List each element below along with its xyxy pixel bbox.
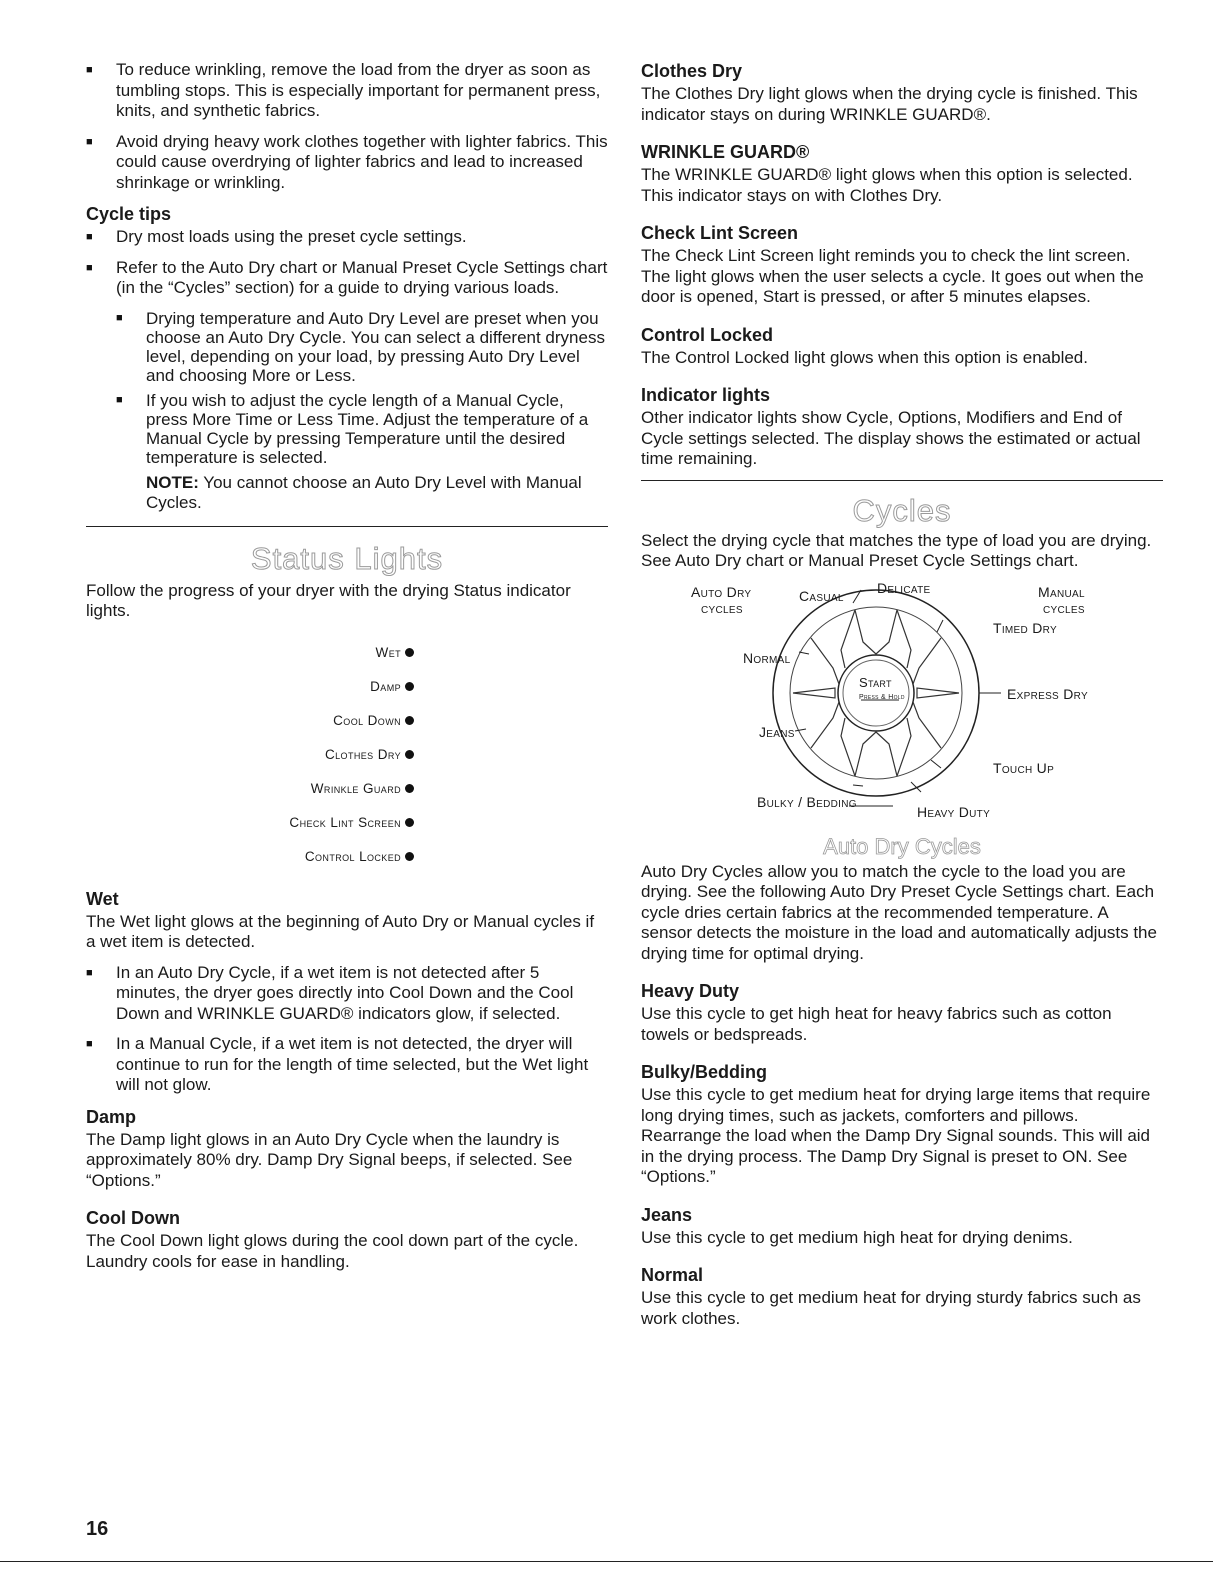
indicator-wet: [86, 636, 414, 670]
heavy-duty-text: Use this cycle to get high heat for heavy fabrics such as cotton towels or bedspreads.: [641, 1004, 1112, 1044]
normal-text: Use this cycle to get medium heat for drying sturdy fabrics such as work clothes.: [641, 1288, 1141, 1328]
cycle-tips-sublist: [116, 309, 608, 467]
indicator-damp: [86, 670, 414, 704]
left-column: [86, 60, 608, 1272]
indicator-label: Check Lint Screen: [289, 815, 401, 830]
right-column: [641, 60, 1163, 1329]
wrinkle-guard-text: The WRINKLE GUARD® light glows when this option is selected. This indicator stays on with Clothes Dry.: [641, 165, 1133, 205]
list-item: ■ In an Auto Dry Cycle, if a wet item is not detected after 5 minutes, the dryer goes directly into Cool Down and the Cool Down and WRINKLE GUARD® indicators glow, if selected.: [86, 963, 608, 1025]
list-item: ■ Dry most loads using the preset cycle settings.: [86, 227, 608, 248]
casual-label: Casual: [799, 587, 844, 604]
indicator-label: Wrinkle Guard: [310, 781, 401, 796]
cycles-sublabel: cycles: [701, 599, 743, 616]
clothes-dry-heading: Clothes Dry: [641, 61, 743, 81]
bulky-bedding-label: Bulky / Bedding: [757, 793, 857, 810]
touch-up-label: Touch Up: [993, 759, 1055, 776]
indicator-dot-icon: [405, 784, 414, 793]
start-button-label: Start: [859, 674, 892, 690]
jeans-label: Jeans: [759, 723, 795, 740]
check-lint-screen-text: The Check Lint Screen light reminds you to check the lint screen. The light glows when the user selects a cycle. It goes out when the door is opened, Start is pressed, or after 5 minutes elapses.: [641, 246, 1144, 306]
indicator-wrinkle-guard: [86, 772, 414, 806]
section-divider: [641, 480, 1163, 481]
wet-heading: Wet: [86, 888, 119, 909]
cycles-heading: Cycles: [852, 492, 952, 528]
delicate-label: Delicate: [877, 579, 931, 596]
status-indicator-panel: [86, 636, 608, 874]
section-divider: [86, 526, 608, 527]
indicator-dot-icon: [405, 648, 414, 657]
indicator-label: Wet: [375, 645, 401, 660]
normal-label: Normal: [743, 649, 791, 666]
cycle-dial-graphic: [641, 580, 1163, 830]
indicator-dot-icon: [405, 852, 414, 861]
indicator-control-locked: [86, 840, 414, 874]
status-lights-intro: Follow the progress of your dryer with the drying Status indicator lights.: [86, 580, 571, 620]
control-locked-text: The Control Locked light glows when this option is enabled.: [641, 347, 1088, 367]
press-hold-label: Press & Hold: [859, 693, 905, 701]
indicator-label: Control Locked: [304, 849, 401, 864]
intro-bullet-list: [86, 60, 608, 193]
note-text: You cannot choose an Auto Dry Level with Manual Cycles.: [146, 472, 582, 512]
wet-bullet-list: [86, 963, 608, 1096]
indicator-dot-icon: [405, 818, 414, 827]
heavy-duty-heading: Heavy Duty: [641, 981, 740, 1001]
jeans-heading: Jeans: [641, 1204, 693, 1225]
auto-dry-cycles-label: [691, 584, 751, 616]
indicator-lights-text: Other indicator lights show Cycle, Options, Modifiers and End of Cycle settings selected. The display shows the estimated or actual time remaining.: [641, 408, 1141, 468]
bulky-bedding-text: Use this cycle to get medium heat for drying large items that require long drying times, such as jackets, comforters and pillows. Rearrange the load when the Damp Dry Signal sounds. This will aid in the drying process. The Damp Dry Signal is preset to ON. See “Options.”: [641, 1085, 1151, 1186]
timed-dry-label: Timed Dry: [993, 619, 1057, 636]
indicator-label: Clothes Dry: [325, 747, 401, 762]
cycles-sublabel: cycles: [1043, 599, 1085, 616]
cool-down-text: The Cool Down light glows during the cool down part of the cycle. Laundry cools for ease in handling.: [86, 1231, 579, 1271]
clothes-dry-text: The Clothes Dry light glows when the drying cycle is finished. This indicator stays on during WRINKLE GUARD®.: [641, 84, 1138, 124]
jeans-text: Use this cycle to get medium high heat for drying denims.: [641, 1227, 1073, 1247]
indicator-label: Cool Down: [333, 713, 401, 728]
heavy-duty-label: Heavy Duty: [917, 803, 991, 820]
list-item: ■ To reduce wrinkling, remove the load from the dryer as soon as tumbling stops. This is especially important for permanent press, knits, and synthetic fabrics.: [86, 60, 608, 122]
cool-down-heading: Cool Down: [86, 1208, 180, 1228]
auto-dry-cycles-heading: Auto Dry Cycles: [823, 833, 981, 859]
indicator-cool-down: [86, 704, 414, 738]
wet-text: The Wet light glows at the beginning of Auto Dry or Manual cycles if a wet item is detected.: [86, 911, 595, 951]
check-lint-screen-heading: Check Lint Screen: [641, 223, 799, 243]
indicator-dot-icon: [405, 682, 414, 691]
manual-cycles-label: [1031, 584, 1085, 616]
note-paragraph: [146, 473, 608, 514]
cycle-tips-heading: Cycle tips: [86, 204, 172, 224]
cycles-intro: Select the drying cycle that matches the type of load you are drying. See Auto Dry chart or Manual Preset Cycle Settings chart.: [641, 530, 1152, 570]
note-label: NOTE:: [146, 472, 199, 492]
status-lights-heading: Status Lights: [250, 540, 444, 576]
control-locked-heading: Control Locked: [641, 324, 774, 345]
list-item: ■ In a Manual Cycle, if a wet item is not detected, the dryer will continue to run for the length of time selected, but the Wet light will not glow.: [86, 1034, 608, 1096]
auto-dry-label: Auto Dry: [691, 583, 752, 600]
cycle-tips-list: [86, 227, 608, 299]
normal-heading: Normal: [641, 1265, 704, 1285]
indicator-check-lint-screen: [86, 806, 414, 840]
bulky-bedding-heading: Bulky/Bedding: [641, 1062, 768, 1082]
cycle-dial-diagram: [641, 580, 1163, 830]
list-item: ■ Drying temperature and Auto Dry Level are preset when you choose an Auto Dry Cycle. You can select a different dryness level, depending on your load, by pressing Auto Dry Level and choosing More or Less.: [116, 309, 608, 385]
express-dry-label: Express Dry: [1007, 685, 1088, 702]
auto-dry-cycles-text: Auto Dry Cycles allow you to match the cycle to the load you are drying. See the following Auto Dry Preset Cycle Settings chart. Each cycle dries certain fabrics at the recommended temperature. A sensor detects the moisture in the load and automatically adjusts the drying time for optimal drying.: [641, 861, 1157, 963]
indicator-lights-heading: Indicator lights: [641, 385, 771, 405]
list-item: ■ Avoid drying heavy work clothes together with lighter fabrics. This could cause overdrying of lighter fabrics and lead to increased shrinkage or wrinkling.: [86, 132, 608, 194]
indicator-clothes-dry: [86, 738, 414, 772]
footer-rule: [0, 1561, 1213, 1562]
list-item: ■ Refer to the Auto Dry chart or Manual Preset Cycle Settings chart (in the “Cycles” section) for a guide to drying various loads.: [86, 258, 608, 299]
indicator-dot-icon: [405, 750, 414, 759]
page-number: 16: [86, 1518, 109, 1540]
damp-text: The Damp light glows in an Auto Dry Cycle when the laundry is approximately 80% dry. Damp Dry Signal beeps, if selected. See “Options.”: [86, 1129, 573, 1190]
manual-label: Manual: [1038, 583, 1085, 600]
wrinkle-guard-heading: WRINKLE GUARD®: [641, 142, 810, 162]
list-item: ■ If you wish to adjust the cycle length of a Manual Cycle, press More Time or Less Time. Adjust the temperature of a Manual Cycle by pressing Temperature until the desired temperature is selected.: [116, 391, 608, 467]
indicator-label: Damp: [370, 679, 401, 694]
indicator-dot-icon: [405, 716, 414, 725]
damp-heading: Damp: [86, 1106, 137, 1127]
